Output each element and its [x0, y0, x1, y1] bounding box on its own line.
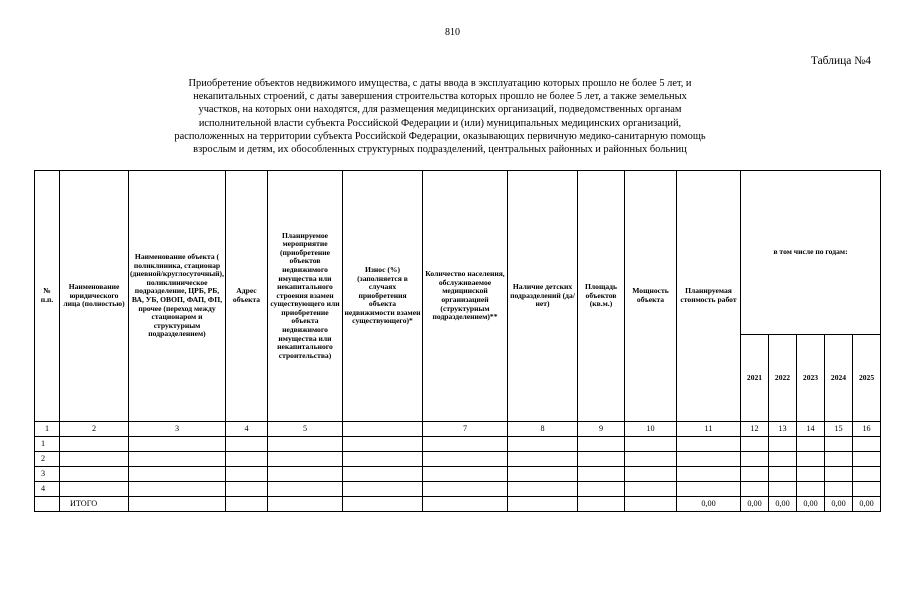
header-year: 2025 — [853, 335, 881, 422]
column-number — [343, 422, 423, 437]
header-area: Площадь объектов (кв.м.) — [578, 171, 625, 422]
header-year: 2024 — [825, 335, 853, 422]
table-row — [35, 437, 881, 452]
header-object-name: Наименование объекта ( поликлиника, стационар (дневной/круглосуточный), поликлиническое подразделение, ЦРБ, РБ, ВА, УБ, ОВОП, ФАП, ФП, прочее (переход между стационаром и структурным подразделением) — [129, 171, 226, 422]
header-population: Количество населения, обслуживаемое медицинской организацией (структурным подразделением)** — [423, 171, 508, 422]
title-line: некапитальных строений, с даты завершения строительства которых прошло не более 5 лет, а также земельных — [193, 91, 687, 103]
title-line: исполнительной власти субъекта Российской Федерации и (или) муниципальных медицинских организаций, — [198, 117, 682, 129]
page-number: 810 — [445, 27, 460, 38]
column-number: 13 — [769, 422, 797, 437]
row-index: 1 — [35, 437, 60, 452]
header-children-units: Наличие детских подразделений (да/нет) — [508, 171, 578, 422]
column-number: 7 — [423, 422, 508, 437]
column-number: 12 — [741, 422, 769, 437]
header-planned-cost: Планируемая стоимость работ — [677, 171, 741, 422]
column-number: 5 — [268, 422, 343, 437]
header-legal-entity: Наименование юридического лица (полностью) — [60, 171, 129, 422]
row-index: 4 — [35, 482, 60, 497]
total-cost: 0,00 — [677, 497, 741, 512]
column-number: 2 — [60, 422, 129, 437]
title-line: расположенных на территории субъекта Российской Федерации, оказывающих первичную медико-санитарную помощь — [174, 130, 706, 142]
table-label: Таблица №4 — [810, 55, 871, 67]
column-number-row — [35, 422, 881, 437]
column-number: 11 — [677, 422, 741, 437]
table-row — [35, 467, 881, 482]
header-year: 2021 — [741, 335, 769, 422]
header-capacity: Мощность объекта — [625, 171, 677, 422]
total-label: ИТОГО — [60, 497, 129, 512]
column-number: 10 — [625, 422, 677, 437]
row-index: 3 — [35, 467, 60, 482]
column-number: 15 — [825, 422, 853, 437]
row-index: 2 — [35, 452, 60, 467]
table-row — [35, 482, 881, 497]
title-line: Приобретение объектов недвижимого имущества, с даты ввода в эксплуатацию которых прошло не более 5 лет, и — [188, 78, 692, 89]
title-line: участков, на которых они находятся, для размещения медицинских организаций, подведомственных органам — [198, 104, 682, 116]
total-year: 0,00 — [797, 497, 825, 512]
total-year: 0,00 — [769, 497, 797, 512]
total-row — [35, 497, 881, 512]
header-planned-measure: Планируемое мероприятие (приобретение объектов недвижимого имущества или некапитального строения взамен существующего или приобретение объекта недвижимого имущества или некапитального строительства) — [268, 171, 343, 422]
header-year: 2022 — [769, 335, 797, 422]
document-title — [140, 77, 740, 156]
total-year: 0,00 — [825, 497, 853, 512]
column-number: 14 — [797, 422, 825, 437]
column-number: 1 — [35, 422, 60, 437]
header-address: Адрес объекта — [226, 171, 268, 422]
column-number: 3 — [129, 422, 226, 437]
header-years-group: в том числе по годам: — [741, 171, 881, 335]
column-number: 8 — [508, 422, 578, 437]
title-line: взрослым и детям, их обособленных структурных подразделений, центральных районных и районных больниц — [193, 144, 687, 156]
column-number: 9 — [578, 422, 625, 437]
column-number: 16 — [853, 422, 881, 437]
header-wear: Износ (%) (заполняется в случаях приобретения объекта недвижимости взамен существующего)* — [343, 171, 423, 422]
table-row — [35, 452, 881, 467]
header-number: № п.п. — [35, 171, 60, 422]
acquisition-table — [34, 170, 881, 512]
total-year: 0,00 — [741, 497, 769, 512]
total-year: 0,00 — [853, 497, 881, 512]
header-year: 2023 — [797, 335, 825, 422]
column-number: 4 — [226, 422, 268, 437]
